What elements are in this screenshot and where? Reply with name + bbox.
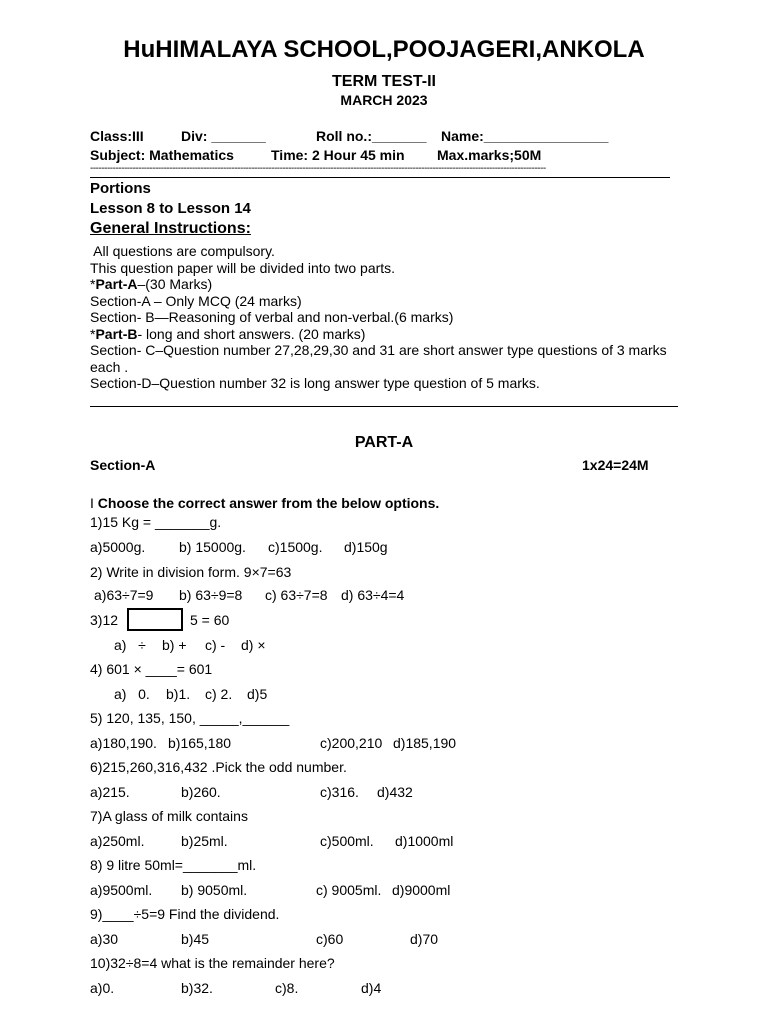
instruction-line: Section-A – Only MCQ (24 marks) [90, 292, 302, 309]
section-title: Section-A [90, 457, 156, 473]
option: c)200,210 [320, 735, 383, 751]
option: b) + [162, 637, 187, 653]
subject-label: Subject: Mathematics [90, 147, 234, 163]
question-5: 5) 120, 135, 150, _____,______ [90, 710, 290, 726]
option: c) 9005ml. [316, 882, 382, 898]
option: b)25ml. [181, 833, 228, 849]
option: a) 0. [114, 686, 150, 702]
instruction-line: All questions are compulsory. [90, 243, 275, 259]
question-4: 4) 601 × ____= 601 [90, 661, 213, 677]
option: d)185,190 [393, 735, 457, 751]
option: a)250ml. [90, 833, 145, 849]
question-6: 6)215,260,316,432 .Pick the odd number. [90, 759, 347, 775]
option: a)0. [90, 980, 115, 996]
instruction-line: Section-D–Question number 32 is long answer type question of 5 marks. [90, 375, 540, 391]
option: c)60 [316, 931, 344, 947]
question-9: 9)____÷5=9 Find the dividend. [90, 906, 280, 922]
option: d)5 [247, 686, 268, 702]
option: c)8. [275, 980, 299, 996]
term-title: TERM TEST-II [332, 73, 436, 90]
instruction-line: *Part-A–(30 Marks) [90, 276, 213, 292]
instruction-line: Section- B—Reasoning of verbal and non-verbal.(6 marks) [90, 309, 454, 325]
option: d)4 [361, 980, 382, 996]
option: b)260. [181, 784, 221, 800]
instructions-title: General Instructions: [90, 220, 251, 237]
option: b)32. [181, 980, 213, 996]
option: d) × [241, 637, 266, 653]
option: a) ÷ [114, 637, 146, 653]
answer-box[interactable] [127, 608, 183, 631]
option: c)316. [320, 784, 359, 800]
instruction-line: *Part-B- long and short answers. (20 marks) [90, 325, 366, 342]
section-marks: 1x24=24M [582, 457, 649, 473]
option: d)9000ml [392, 882, 451, 898]
exam-month: MARCH 2023 [340, 92, 428, 108]
option: b)165,180 [168, 735, 232, 751]
portions-title: Portions [90, 180, 151, 197]
instructions-block [90, 243, 690, 392]
option: a)30 [90, 931, 119, 947]
instruction-line: Section- C–Question number 27,28,29,30 and 31 are short answer type questions of 3 marks each . [90, 342, 667, 375]
instruction-line: This question paper will be divided into two parts. [90, 259, 396, 276]
option: c) - [205, 637, 226, 653]
name-label: Name:________________ [441, 128, 609, 144]
option: b) 9050ml. [181, 882, 248, 898]
option: c) 63÷7=8 [265, 587, 328, 603]
section-directive: I Choose the correct answer from the below options. [90, 495, 440, 511]
option: c) 2. [205, 686, 233, 702]
option: b)45 [181, 931, 210, 947]
dashed-separator: ----------------------------------------------------------------------------------------------------------------------------------------------------------------- [90, 164, 546, 174]
option: a)5000g. [90, 539, 146, 555]
question-1: 1)15 Kg = _______g. [90, 514, 222, 530]
option: d)150g [344, 539, 388, 555]
option: b)1. [166, 686, 191, 702]
question-2: 2) Write in division form. 9×7=63 [90, 564, 292, 580]
option: b) 63÷9=8 [179, 587, 243, 603]
div-label: Div: _______ [181, 128, 266, 144]
option: a)215. [90, 784, 130, 800]
part-title: PART-A [354, 434, 414, 451]
roll-label: Roll no.:_______ [316, 128, 427, 144]
portions-range: Lesson 8 to Lesson 14 [90, 200, 251, 217]
option: b) 15000g. [179, 539, 246, 555]
question-8: 8) 9 litre 50ml=_______ml. [90, 857, 257, 873]
option: d)70 [410, 931, 439, 947]
option: a)180,190. [90, 735, 157, 751]
class-label: Class:III [90, 128, 144, 144]
school-name: HuHIMALAYA SCHOOL,POOJAGERI,ANKOLA [123, 36, 645, 63]
section-rule [90, 406, 678, 407]
option: d)1000ml [395, 833, 454, 849]
max-marks-label: Max.marks;50M [437, 147, 542, 163]
time-label: Time: 2 Hour 45 min [271, 147, 405, 163]
option: c)500ml. [320, 833, 374, 849]
option: a)63÷7=9 [94, 587, 154, 603]
option: c)1500g. [268, 539, 323, 555]
option: d)432 [377, 784, 413, 800]
option: d) 63÷4=4 [341, 587, 405, 603]
question-10: 10)32÷8=4 what is the remainder here? [90, 955, 335, 971]
option: a)9500ml. [90, 882, 153, 898]
question-7: 7)A glass of milk contains [90, 808, 248, 824]
header-rule [90, 177, 670, 178]
question-3-right: 5 = 60 [190, 612, 230, 628]
question-3-left: 3)12 [90, 612, 119, 628]
